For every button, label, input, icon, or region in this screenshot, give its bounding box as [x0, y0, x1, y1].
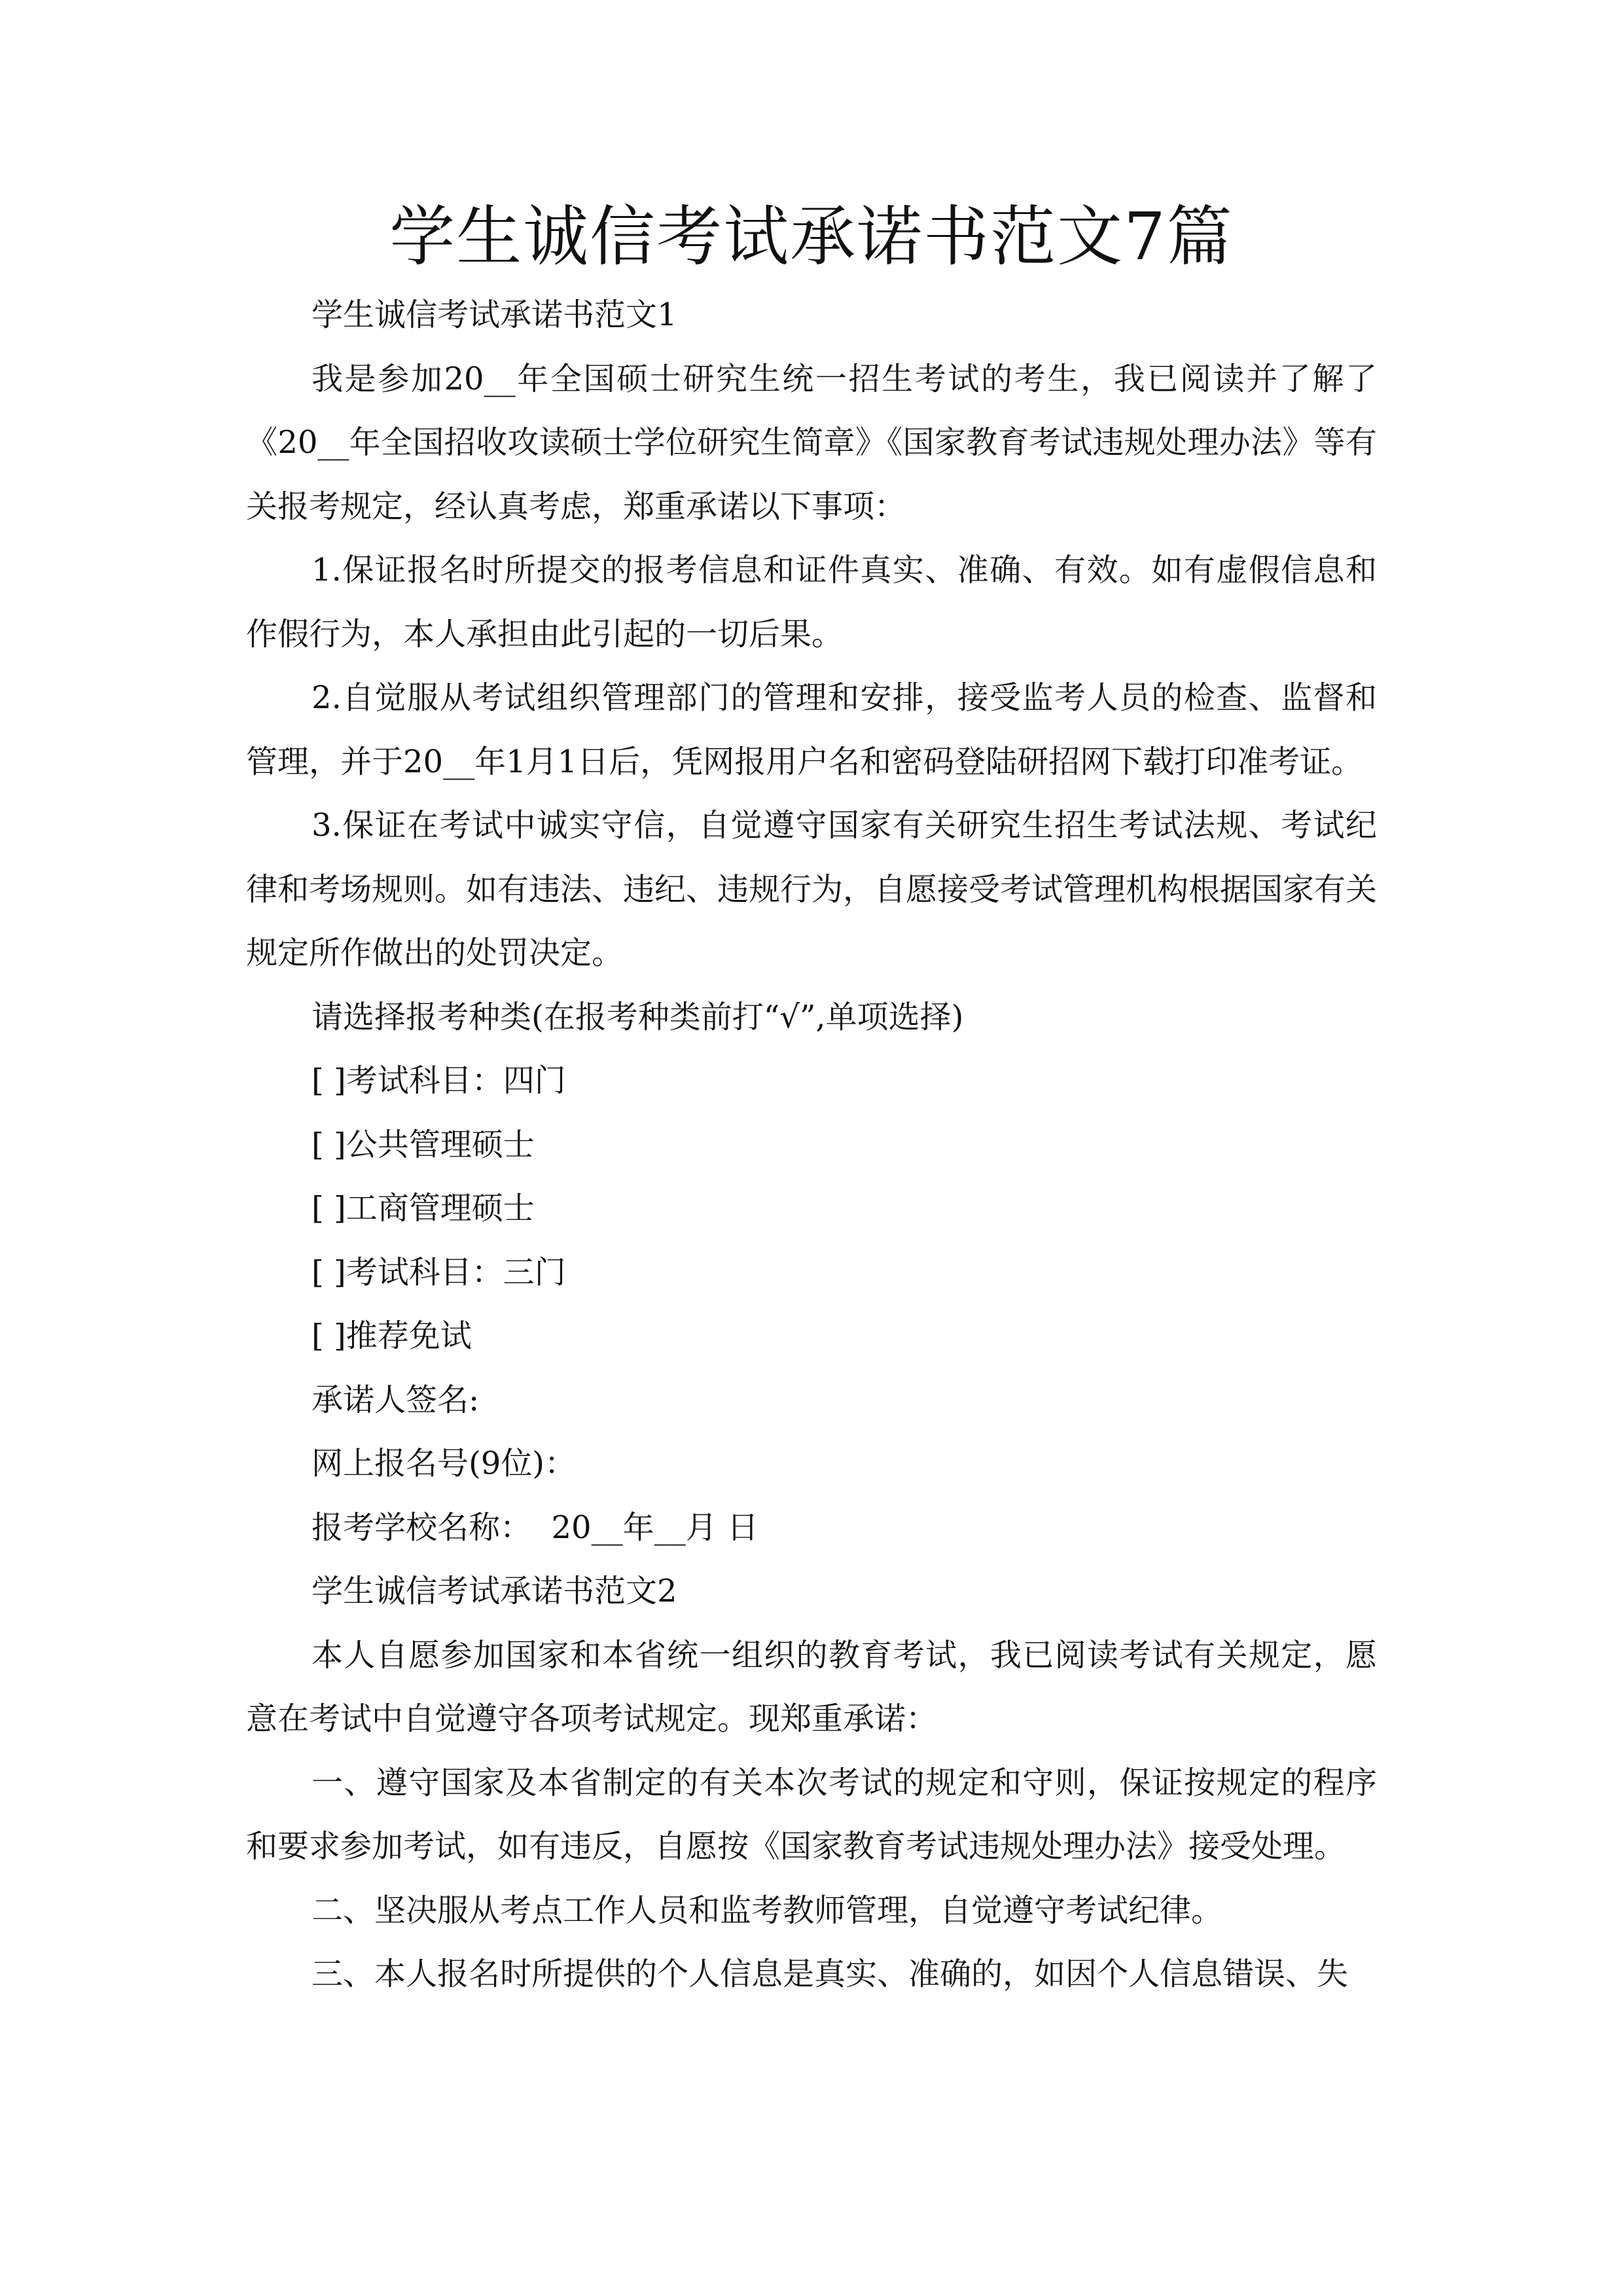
paragraph: 本人自愿参加国家和本省统一组织的教育考试，我已阅读考试有关规定，愿意在考试中自觉遵守各项考试规定。现郑重承诺：: [246, 1636, 1377, 1737]
paragraph: 3.保证在考试中诚实守信，自觉遵守国家有关研究生招生考试法规、考试纪律和考场规则。如有违法、违纪、违规行为，自愿接受考试管理机构根据国家有关规定所作做出的处罚决定。: [246, 807, 1378, 971]
paragraph: 我是参加20__年全国硕士研究生统一招生考试的考生，我已阅读并了解了《20__年全国招收攻读硕士学位研究生简章》《国家教育考试违规处理办法》等有关报考规定，经认真考虑，郑重承诺以下事项：: [246, 360, 1377, 525]
section-heading-2: 学生诚信考试承诺书范文2: [312, 1573, 677, 1609]
checkbox-option: [ ]公共管理硕士: [312, 1126, 535, 1163]
document-body: [246, 283, 1377, 2007]
registration-number-line: 网上报名号(9位)：: [312, 1445, 576, 1482]
section-heading-1: 学生诚信考试承诺书范文1: [312, 296, 677, 333]
paragraph: 二、坚决服从考点工作人员和监考教师管理，自觉遵守考试纪律。: [312, 1892, 1223, 1929]
document-title: 学生诚信考试承诺书范文7篇: [389, 198, 1234, 275]
paragraph: 请选择报考种类(在报考种类前打“√”,单项选择): [312, 998, 964, 1035]
paragraph: 1.保证报名时所提交的报考信息和证件真实、准确、有效。如有虚假信息和作假行为，本人承担由此引起的一切后果。: [246, 552, 1377, 653]
checkbox-option: [ ]推荐免试: [312, 1318, 472, 1354]
paragraph: 一、遵守国家及本省制定的有关本次考试的规定和守则，保证按规定的程序和要求参加考试，如有违反，自愿按《国家教育考试违规处理办法》接受处理。: [246, 1764, 1377, 1865]
signature-line: 承诺人签名:: [312, 1381, 480, 1418]
paragraph: 2.自觉服从考试组织管理部门的管理和安排，接受监考人员的检查、监督和管理，并于20__年1月1日后，凭网报用户名和密码登陆研招网下载打印准考证。: [246, 679, 1377, 780]
paragraph: 三、本人报名时所提供的个人信息是真实、准确的，如因个人信息错误、失: [312, 1956, 1349, 1992]
checkbox-option: [ ]考试科目：三门: [312, 1253, 566, 1291]
checkbox-option: [ ]工商管理硕士: [312, 1190, 535, 1227]
checkbox-option: [ ]考试科目：四门: [312, 1062, 566, 1099]
school-date-line: 报考学校名称： 20__年__月 日: [312, 1509, 758, 1546]
